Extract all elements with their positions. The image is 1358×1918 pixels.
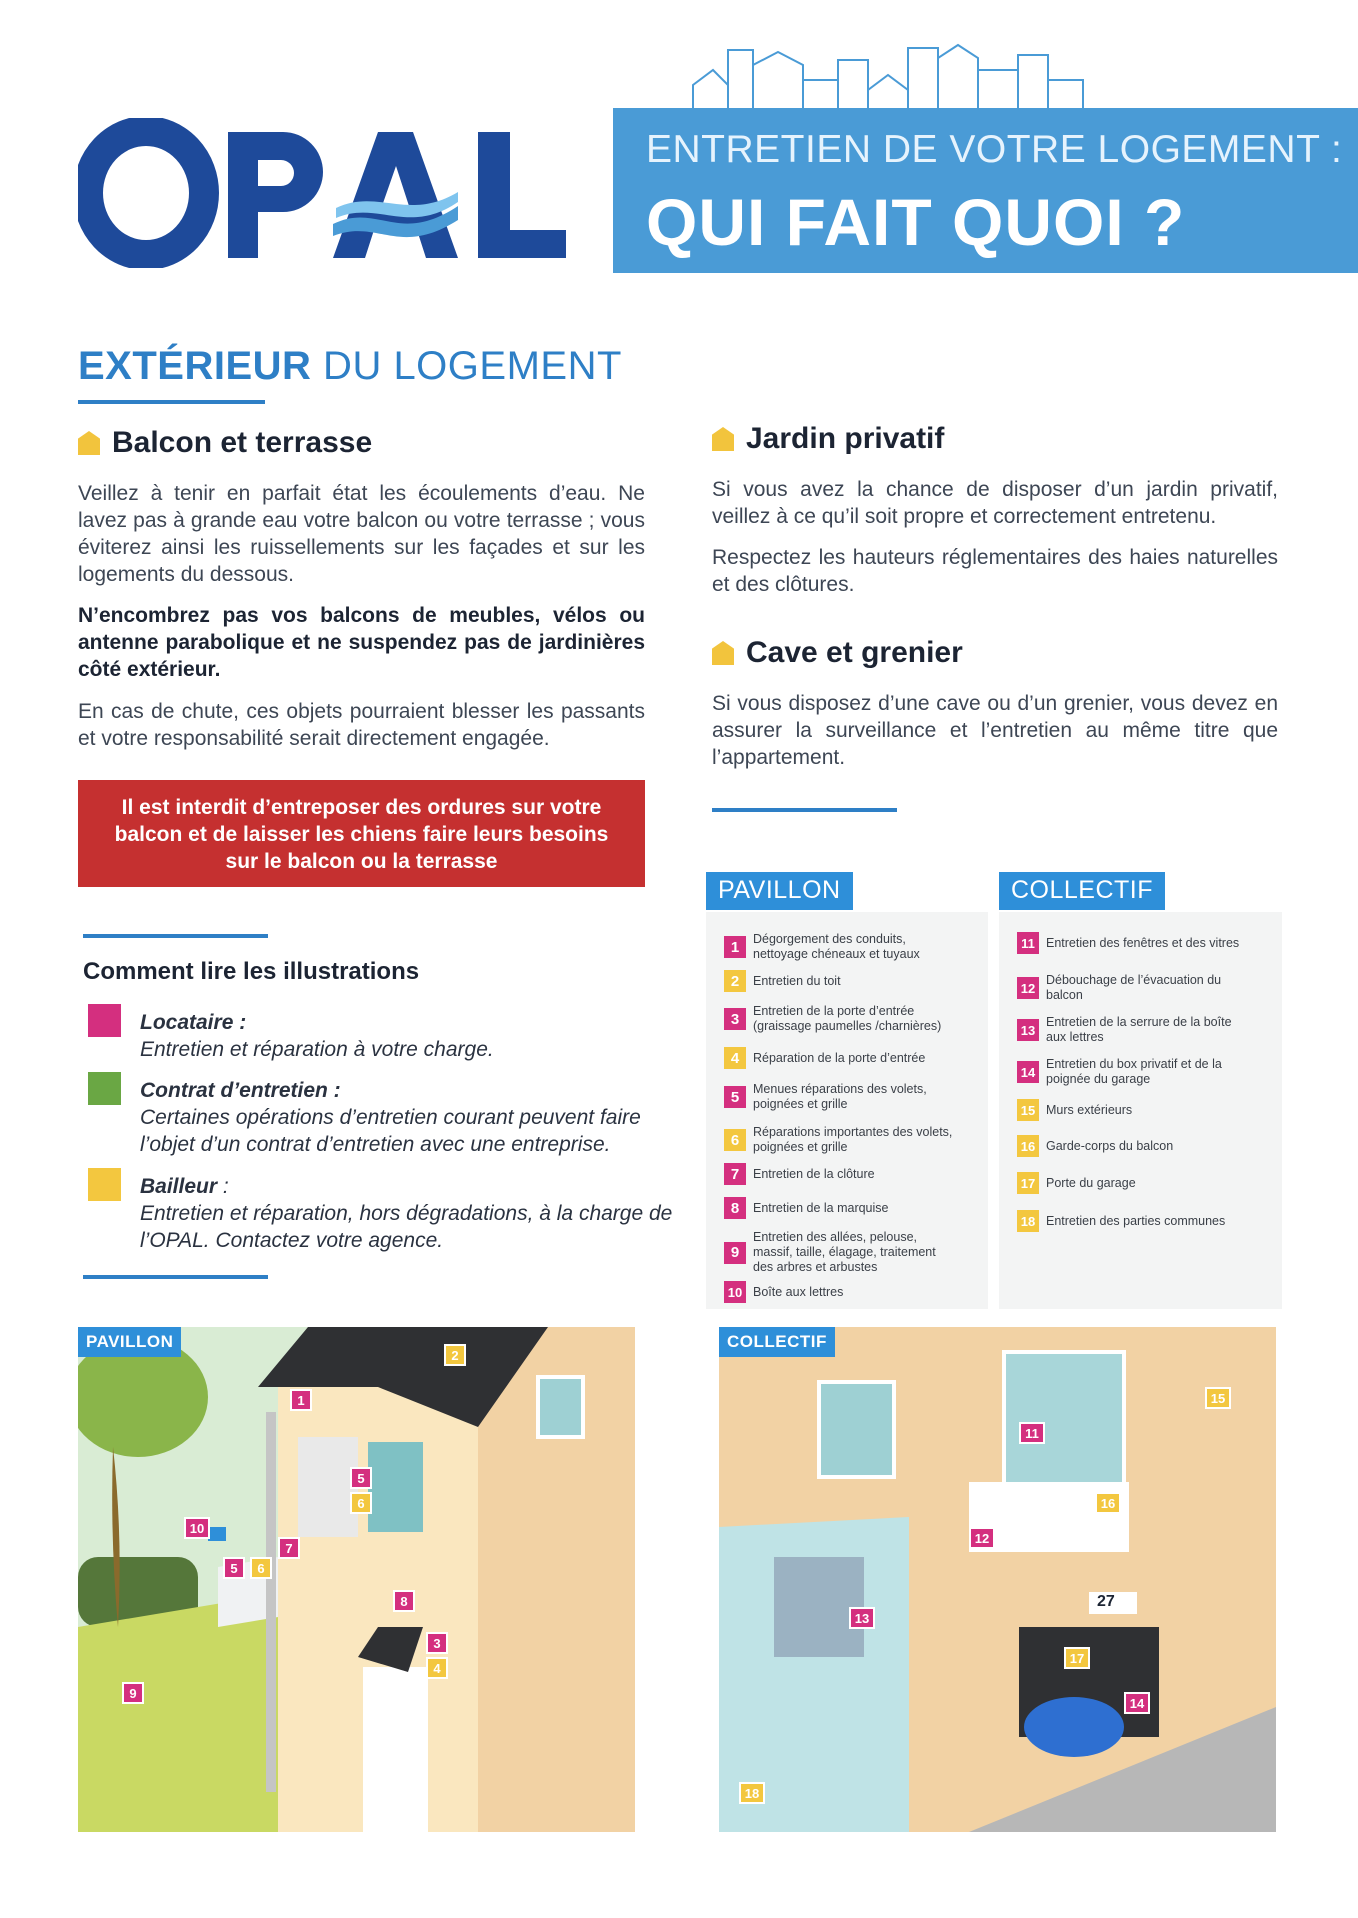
collectif-illustration — [719, 1327, 1276, 1832]
item-text: Débouchage de l’évacuation du balcon — [1046, 973, 1222, 1002]
marker-18: 18 — [739, 1782, 765, 1804]
jardin-paragraph-1: Si vous avez la chance de disposer d’un jardin privatif, veillez à ce qu’il soit propre et correctement entretenu. — [712, 478, 1278, 528]
opal-logo — [78, 118, 568, 268]
legend-desc: Entretien et réparation, hors dégradations, à la charge de l’OPAL. Contactez votre agence. — [140, 1202, 673, 1252]
garage-number: 27 — [1097, 1593, 1115, 1610]
table-row — [724, 1230, 954, 1275]
marker-6: 6 — [350, 1492, 372, 1514]
item-number-badge: 13 — [1017, 1019, 1039, 1041]
item-number-badge: 15 — [1017, 1099, 1039, 1121]
item-text: Garde-corps du balcon — [1046, 1138, 1174, 1153]
table-row — [724, 1047, 954, 1069]
balcon-paragraph-1: Veillez à tenir en parfait état les écoulements d’eau. Ne lavez pas à grande eau votre balcon ou votre terrasse ; vous éviterez ainsi les ruissellements sur les façades et sur les logements du dessous. — [78, 482, 645, 586]
table-row — [724, 970, 954, 992]
balcon-paragraph-3: En cas de chute, ces objets pourraient blesser les passants et votre responsabilité serait directement engagée. — [78, 700, 645, 750]
table-row — [1017, 932, 1247, 954]
item-number-badge: 12 — [1017, 977, 1039, 999]
item-text: Murs extérieurs — [1046, 1102, 1133, 1117]
item-number-badge: 3 — [724, 1008, 746, 1030]
section-title — [78, 344, 622, 389]
item-text: Entretien du box privatif et de la poignée du garage — [1046, 1057, 1222, 1086]
marker-14: 14 — [1124, 1692, 1150, 1714]
balcon-title: Balcon et terrasse — [112, 426, 373, 459]
header-banner — [613, 108, 1358, 273]
section-title-underline — [78, 400, 265, 404]
legend-item-locataire — [140, 1009, 680, 1063]
legend-label: Bailleur — [140, 1175, 218, 1198]
legend-label: Locataire : — [140, 1011, 247, 1034]
item-text: Entretien des parties communes — [1046, 1213, 1226, 1228]
legend-desc: Certaines opérations d’entretien courant peuvent faire l’objet d’un contrat d’entretien avec une entreprise. — [140, 1106, 641, 1156]
table-row — [724, 1281, 954, 1303]
item-text: Entretien de la porte d’entrée (graissage paumelles /charnières) — [753, 1004, 942, 1033]
table-row — [1017, 1015, 1247, 1045]
item-number-badge: 16 — [1017, 1135, 1039, 1157]
marker-13: 13 — [849, 1607, 875, 1629]
marker-5: 5 — [350, 1467, 372, 1489]
balcon-paragraph-2: N’encombrez pas vos balcons de meubles, vélos ou antenne parabolique et ne suspendez pas de jardinières côté extérieur. — [78, 604, 645, 681]
marker-2: 2 — [444, 1344, 466, 1366]
cave-heading — [712, 636, 963, 670]
item-number-badge: 8 — [724, 1197, 746, 1219]
opal-logo-graphic — [78, 118, 568, 268]
jardin-title: Jardin privatif — [746, 422, 945, 455]
table-row — [1017, 1057, 1247, 1087]
marker-15: 15 — [1205, 1387, 1231, 1409]
pavillon-illustration — [78, 1327, 635, 1832]
cave-paragraph-1: Si vous disposez d’une cave ou d’un grenier, vous devez en assurer la surveillance et l’entretien au même titre que l’appartement. — [712, 692, 1278, 769]
marker-11: 11 — [1019, 1422, 1045, 1444]
item-text: Dégorgement des conduits, nettoyage chéneaux et tuyaux — [753, 932, 920, 961]
table-row — [1017, 1099, 1247, 1121]
header-title: QUI FAIT QUOI ? — [646, 185, 1186, 259]
warning-box: Il est interdit d’entreposer des ordures sur votre balcon et de laisser les chiens faire leurs besoins sur le balcon ou la terrasse — [78, 780, 645, 887]
house-bullet-icon — [712, 427, 734, 451]
legend-label-suffix: : — [217, 1175, 229, 1198]
legend-label: Contrat d’entretien : — [140, 1079, 341, 1102]
divider-line — [712, 808, 897, 812]
item-number-badge: 1 — [724, 936, 746, 958]
item-number-badge: 2 — [724, 970, 746, 992]
item-number-badge: 14 — [1017, 1061, 1039, 1083]
house-bullet-icon — [78, 431, 100, 455]
marker-6-fence: 6 — [250, 1557, 272, 1579]
pavillon-table-header: PAVILLON — [706, 872, 853, 910]
marker-7: 7 — [278, 1537, 300, 1559]
marker-8: 8 — [393, 1590, 415, 1612]
marker-3: 3 — [426, 1632, 448, 1654]
section-title-rest: DU LOGEMENT — [311, 344, 622, 388]
marker-12: 12 — [969, 1527, 995, 1549]
pavillon-illustration-tag: PAVILLON — [78, 1327, 181, 1357]
cave-title: Cave et grenier — [746, 636, 963, 669]
city-skyline-illustration — [688, 40, 1088, 115]
table-row — [1017, 1210, 1247, 1232]
legend-item-bailleur — [140, 1173, 680, 1254]
marker-16: 16 — [1095, 1492, 1121, 1514]
item-number-badge: 18 — [1017, 1210, 1039, 1232]
table-row — [724, 1163, 954, 1185]
collectif-table-header: COLLECTIF — [999, 872, 1165, 910]
balcon-heading — [78, 426, 372, 460]
item-text: Menues réparations des volets, poignées et grille — [753, 1082, 927, 1111]
legend-swatch-contrat — [88, 1072, 121, 1105]
collectif-building-drawing — [719, 1327, 1276, 1832]
legend-bottom-rule — [83, 1275, 268, 1279]
item-text: Réparations importantes des volets, poignées et grille — [753, 1125, 953, 1154]
item-number-badge: 9 — [724, 1242, 746, 1264]
house-bullet-icon — [712, 641, 734, 665]
item-text: Entretien de la clôture — [753, 1166, 875, 1181]
table-row — [724, 1197, 954, 1219]
item-text: Entretien des fenêtres et des vitres — [1046, 935, 1240, 950]
marker-5-fence: 5 — [223, 1557, 245, 1579]
item-text: Réparation de la porte d’entrée — [753, 1050, 926, 1065]
jardin-heading — [712, 422, 944, 456]
item-text: Entretien de la serrure de la boîte aux lettres — [1046, 1015, 1232, 1044]
pavillon-house-drawing — [78, 1327, 635, 1832]
legend-item-contrat — [140, 1077, 680, 1158]
collectif-illustration-tag: COLLECTIF — [719, 1327, 835, 1357]
item-number-badge: 6 — [724, 1129, 746, 1151]
marker-17: 17 — [1064, 1647, 1090, 1669]
table-row — [724, 1004, 954, 1034]
item-number-badge: 7 — [724, 1163, 746, 1185]
jardin-paragraph-2: Respectez les hauteurs réglementaires des haies naturelles et des clôtures. — [712, 546, 1278, 596]
table-row — [1017, 973, 1247, 1003]
table-row — [724, 932, 954, 962]
item-text: Porte du garage — [1046, 1175, 1136, 1190]
table-row — [1017, 1172, 1247, 1194]
section-title-bold: EXTÉRIEUR — [78, 344, 312, 388]
item-text: Boîte aux lettres — [753, 1284, 844, 1299]
item-number-badge: 17 — [1017, 1172, 1039, 1194]
item-text: Entretien de la marquise — [753, 1200, 889, 1215]
table-row — [1017, 1135, 1247, 1157]
marker-4: 4 — [426, 1657, 448, 1679]
item-text: Entretien du toit — [753, 973, 841, 988]
header-subtitle: ENTRETIEN DE VOTRE LOGEMENT : — [646, 128, 1343, 171]
legend-top-rule — [83, 934, 268, 938]
legend-title: Comment lire les illustrations — [83, 958, 420, 985]
table-row — [724, 1082, 954, 1112]
item-number-badge: 4 — [724, 1047, 746, 1069]
marker-1: 1 — [290, 1389, 312, 1411]
legend-desc: Entretien et réparation à votre charge. — [140, 1038, 494, 1061]
legend-swatch-locataire — [88, 1004, 121, 1037]
table-row — [724, 1125, 954, 1155]
legend-swatch-bailleur — [88, 1168, 121, 1201]
item-number-badge: 10 — [724, 1281, 746, 1303]
marker-10: 10 — [184, 1517, 210, 1539]
marker-9: 9 — [122, 1682, 144, 1704]
item-text: Entretien des allées, pelouse, massif, taille, élagage, traitement des arbres et arbustes — [753, 1230, 936, 1274]
item-number-badge: 11 — [1017, 932, 1039, 954]
item-number-badge: 5 — [724, 1086, 746, 1108]
